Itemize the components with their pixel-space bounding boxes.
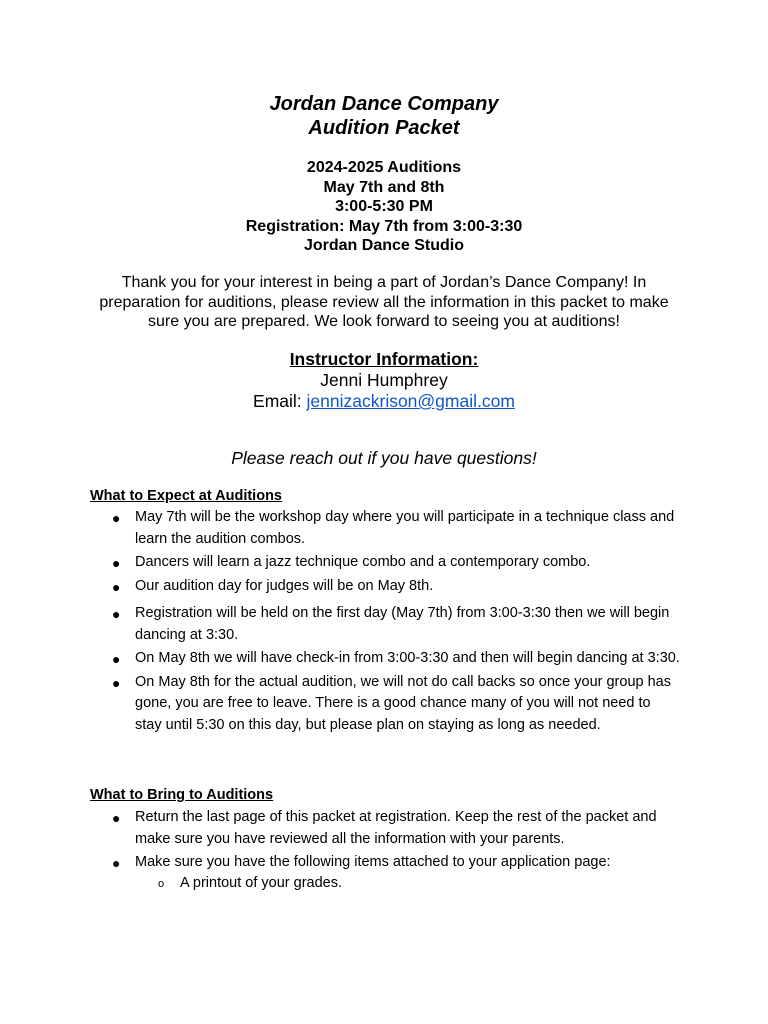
instructor-heading: Instructor Information: bbox=[289, 349, 479, 369]
list-item bbox=[0, 807, 768, 850]
list-item bbox=[0, 852, 768, 874]
details-location: Jordan Dance Studio bbox=[303, 237, 465, 254]
email-label: Email: bbox=[253, 391, 307, 411]
bullet-icon: ● bbox=[112, 855, 121, 871]
bullet-icon: ● bbox=[112, 674, 121, 691]
list-item-text: Registration will be held on the first day (May 7th) from 3:00-3:30 then we will begin dancing at 3:30. bbox=[135, 605, 670, 643]
instructor-email-line bbox=[0, 391, 768, 412]
details-dates: May 7th and 8th bbox=[323, 178, 445, 196]
intro-paragraph: Thank you for your interest in being a part of Jordan’s Dance Company! In preparation for auditions, please review all the information in this packet to make sure you are prepared. We look forward to seeing you at auditions! bbox=[99, 274, 669, 331]
list-item-text: On May 8th for the actual audition, we will not do call backs so once your group has gone, you are free to leave. There is a good chance many of you will not need to stay until 5:30 on this day, but please plan on staying as long as needed. bbox=[135, 673, 671, 733]
list-item-text: Our audition day for judges will be on May 8th. bbox=[135, 577, 434, 594]
instructor-email-link[interactable]: jennizackrison@gmail.com bbox=[306, 391, 515, 411]
list-item bbox=[0, 648, 768, 670]
audition-details bbox=[0, 158, 768, 256]
list-item-text: Return the last page of this packet at registration. Keep the rest of the packet and make sure you have reviewed all the information with your parents. bbox=[135, 809, 657, 847]
list-item-text: On May 8th we will have check-in from 3:00-3:30 and then will begin dancing at 3:30. bbox=[135, 650, 680, 666]
title-line-company: Jordan Dance Company bbox=[269, 93, 499, 115]
instructor-info bbox=[0, 349, 768, 412]
list-item bbox=[0, 576, 768, 598]
bullet-icon: ● bbox=[112, 510, 121, 526]
list-item bbox=[0, 672, 768, 737]
details-time: 3:00-5:30 PM bbox=[335, 198, 433, 215]
bullet-icon: ● bbox=[112, 606, 121, 622]
bring-sublist bbox=[0, 873, 768, 895]
list-item bbox=[0, 507, 768, 550]
expect-list bbox=[0, 507, 768, 738]
list-item-text: Make sure you have the following items attached to your application page: bbox=[135, 854, 611, 870]
list-item-text: May 7th will be the workshop day where you will participate in a technique class and learn the audition combos. bbox=[135, 509, 675, 547]
sub-list-item-text: A printout of your grades. bbox=[180, 875, 343, 891]
list-item bbox=[0, 603, 768, 646]
bullet-icon: ● bbox=[112, 651, 121, 667]
title-line-packet: Audition Packet bbox=[308, 117, 460, 139]
list-item bbox=[0, 552, 768, 574]
expect-section-heading: What to Expect at Auditions bbox=[90, 488, 282, 504]
bullet-icon: ● bbox=[112, 810, 121, 826]
instructor-name: Jenni Humphrey bbox=[320, 370, 448, 390]
details-registration: Registration: May 7th from 3:00-3:30 bbox=[245, 217, 523, 235]
questions-note: Please reach out if you have questions! bbox=[231, 448, 537, 468]
sub-list-item bbox=[0, 873, 768, 895]
bullet-icon: ● bbox=[112, 578, 121, 595]
bring-section-heading: What to Bring to Auditions bbox=[90, 787, 274, 803]
details-season: 2024-2025 Auditions bbox=[306, 159, 462, 176]
bullet-icon: ● bbox=[112, 555, 121, 571]
list-item-text: Dancers will learn a jazz technique combo and a contemporary combo. bbox=[135, 554, 591, 570]
document-title bbox=[0, 92, 768, 140]
bring-list bbox=[0, 807, 768, 876]
circle-bullet-icon: o bbox=[158, 878, 165, 890]
